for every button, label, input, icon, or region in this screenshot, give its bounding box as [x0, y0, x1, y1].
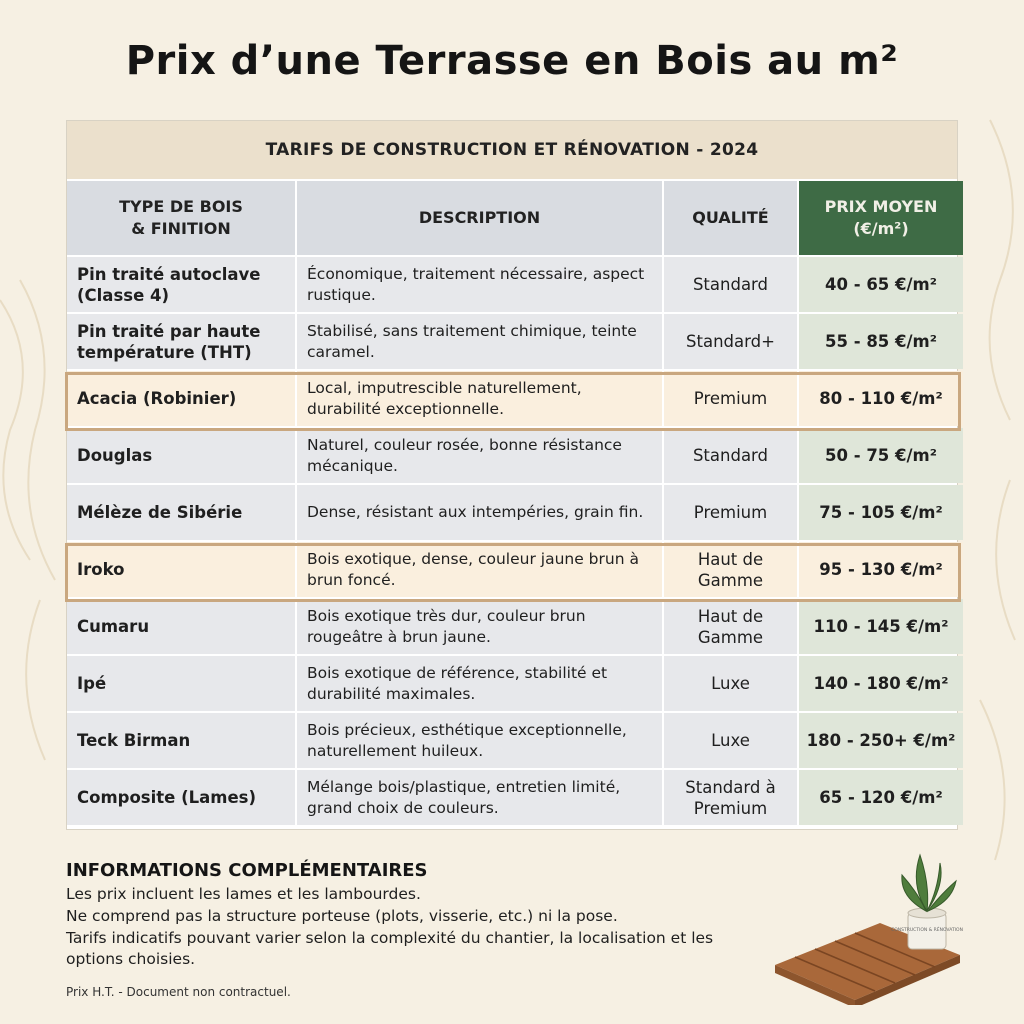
- cell-price: 65 - 120 €/m²: [799, 770, 963, 825]
- cell-description: Bois exotique, dense, couleur jaune brun à brun foncé.: [297, 542, 662, 597]
- cell-wood-type: Pin traité par haute température (THT): [67, 314, 295, 369]
- cell-price: 75 - 105 €/m²: [799, 485, 963, 540]
- cell-quality: Premium: [664, 371, 797, 426]
- cell-wood-type: Pin traité autoclave (Classe 4): [67, 257, 295, 312]
- page-title: Prix d’une Terrasse en Bois au m²: [125, 38, 899, 84]
- cell-description: Bois précieux, esthétique exceptionnelle, naturellement huileux.: [297, 713, 662, 768]
- cell-quality: Luxe: [664, 713, 797, 768]
- header-quality: QUALITÉ: [664, 181, 797, 255]
- info-title: INFORMATIONS COMPLÉMENTAIRES: [66, 860, 428, 881]
- cell-wood-type: Ipé: [67, 656, 295, 711]
- cell-quality: Haut de Gamme: [664, 542, 797, 597]
- cell-price: 50 - 75 €/m²: [799, 428, 963, 483]
- cell-quality: Standard à Premium: [664, 770, 797, 825]
- cell-description: Bois exotique de référence, stabilité et durabilité maximales.: [297, 656, 662, 711]
- price-table: [66, 120, 958, 830]
- cell-price: 80 - 110 €/m²: [799, 371, 963, 426]
- cell-wood-type: Iroko: [67, 542, 295, 597]
- footnote: Prix H.T. - Document non contractuel.: [66, 985, 291, 999]
- cell-wood-type: Acacia (Robinier): [67, 371, 295, 426]
- cell-wood-type: Composite (Lames): [67, 770, 295, 825]
- cell-price: 110 - 145 €/m²: [799, 599, 963, 654]
- cell-description: Local, imputrescible naturellement, durabilité exceptionnelle.: [297, 371, 662, 426]
- cell-price: 95 - 130 €/m²: [799, 542, 963, 597]
- cell-wood-type: Teck Birman: [67, 713, 295, 768]
- pot-label: CONSTRUCTION & RÉNOVATION: [891, 928, 963, 933]
- cell-wood-type: Douglas: [67, 428, 295, 483]
- cell-description: Dense, résistant aux intempéries, grain fin.: [297, 485, 662, 540]
- cell-price: 40 - 65 €/m²: [799, 257, 963, 312]
- cell-description: Économique, traitement nécessaire, aspect rustique.: [297, 257, 662, 312]
- cell-quality: Haut de Gamme: [664, 599, 797, 654]
- header-price: PRIX MOYEN (€/m²): [799, 181, 963, 255]
- cell-description: Naturel, couleur rosée, bonne résistance mécanique.: [297, 428, 662, 483]
- cell-description: Stabilisé, sans traitement chimique, teinte caramel.: [297, 314, 662, 369]
- cell-quality: Standard: [664, 428, 797, 483]
- cell-wood-type: Cumaru: [67, 599, 295, 654]
- cell-description: Mélange bois/plastique, entretien limité, grand choix de couleurs.: [297, 770, 662, 825]
- cell-description: Bois exotique très dur, couleur brun rougeâtre à brun jaune.: [297, 599, 662, 654]
- table-caption: TARIFS DE CONSTRUCTION ET RÉNOVATION - 2024: [67, 121, 957, 181]
- info-line: Tarifs indicatifs pouvant varier selon la complexité du chantier, la localisation et les options choisies.: [66, 929, 714, 968]
- table-grid: [67, 181, 957, 825]
- info-line: Les prix incluent les lames et les lambourdes.: [66, 885, 421, 903]
- info-line: Ne comprend pas la structure porteuse (plots, visserie, etc.) ni la pose.: [66, 907, 618, 925]
- deck-with-plant-icon: [770, 845, 970, 1005]
- header-description: DESCRIPTION: [297, 181, 662, 255]
- header-type: TYPE DE BOIS & FINITION: [67, 181, 295, 255]
- cell-quality: Premium: [664, 485, 797, 540]
- cell-quality: Standard: [664, 257, 797, 312]
- cell-wood-type: Mélèze de Sibérie: [67, 485, 295, 540]
- cell-price: 180 - 250+ €/m²: [799, 713, 963, 768]
- cell-price: 55 - 85 €/m²: [799, 314, 963, 369]
- cell-quality: Standard+: [664, 314, 797, 369]
- cell-price: 140 - 180 €/m²: [799, 656, 963, 711]
- cell-quality: Luxe: [664, 656, 797, 711]
